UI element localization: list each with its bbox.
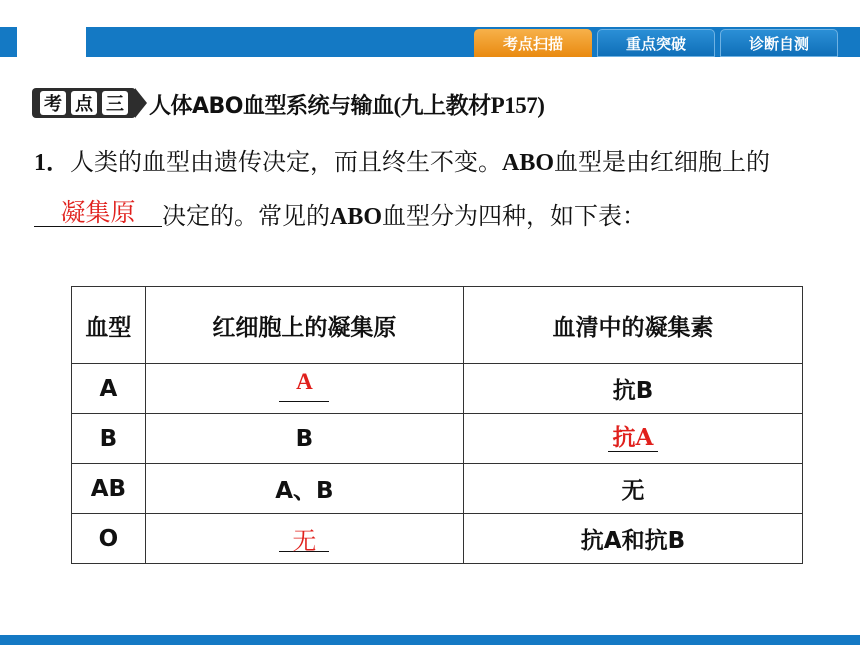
- badge-char-3: 三: [102, 91, 128, 115]
- paragraph-text-4: 血型分为四种，如下表：: [382, 202, 647, 230]
- section-reference: (九上教材P157): [393, 92, 545, 118]
- cell-agglutinogen: [145, 364, 463, 414]
- cell-type: AB: [72, 464, 146, 514]
- cell-type: B: [72, 414, 146, 464]
- fill-blank: [608, 425, 658, 452]
- paragraph-abo-2: ABO: [330, 204, 383, 230]
- question-paragraph: [34, 136, 824, 244]
- blood-type-table: [71, 286, 803, 564]
- header-agglutinogen: 红细胞上的凝集原: [145, 287, 463, 364]
- cell-agglutinin: 抗A和抗B: [463, 514, 802, 564]
- cell-agglutinogen: A、B: [145, 464, 463, 514]
- tab-kaodian-saomiao[interactable]: 考点扫描: [474, 29, 592, 57]
- header-blood-type: 血型: [72, 287, 146, 364]
- badge-arrow-icon: [135, 88, 147, 118]
- tab-zhenduan-zice[interactable]: 诊断自测: [720, 29, 838, 57]
- table-row: [72, 414, 803, 464]
- section-heading: [32, 86, 544, 120]
- paragraph-text-2: 血型是由红细胞上的: [554, 148, 771, 176]
- section-title: [149, 87, 544, 120]
- answer-text: 凝集原: [60, 198, 136, 227]
- table-row: [72, 364, 803, 414]
- header-agglutinin: 血清中的凝集素: [463, 287, 802, 364]
- section-title-text: 人体ABO血型系统与输血: [149, 93, 394, 119]
- cell-type: A: [72, 364, 146, 414]
- paragraph-abo-1: ABO: [502, 150, 555, 176]
- fill-blank: [279, 369, 329, 402]
- table-row: [72, 464, 803, 514]
- table-header-row: [72, 287, 803, 364]
- table-row: [72, 514, 803, 564]
- cell-agglutinogen: B: [145, 414, 463, 464]
- question-number: 1．: [34, 150, 70, 176]
- answer-text: 无: [292, 527, 317, 555]
- fill-blank-agglutinogen: [34, 198, 162, 227]
- fill-blank: [279, 525, 329, 555]
- section-badge: [32, 88, 136, 118]
- cell-type: O: [72, 514, 146, 564]
- answer-text: 抗A: [612, 424, 654, 451]
- top-left-accent: [0, 27, 17, 57]
- answer-text: A: [296, 369, 313, 394]
- paragraph-text-3: 决定的。常见的: [162, 202, 330, 230]
- cell-agglutinogen: [145, 514, 463, 564]
- cell-agglutinin: 抗B: [463, 364, 802, 414]
- cell-agglutinin: 无: [463, 464, 802, 514]
- cell-agglutinin: [463, 414, 802, 464]
- bottom-bar: [0, 635, 860, 645]
- badge-char-2: 点: [71, 91, 97, 115]
- paragraph-text-1: 人类的血型由遗传决定，而且终生不变。: [70, 148, 502, 176]
- badge-char-1: 考: [40, 91, 66, 115]
- tab-zhongdian-tupo[interactable]: 重点突破: [597, 29, 715, 57]
